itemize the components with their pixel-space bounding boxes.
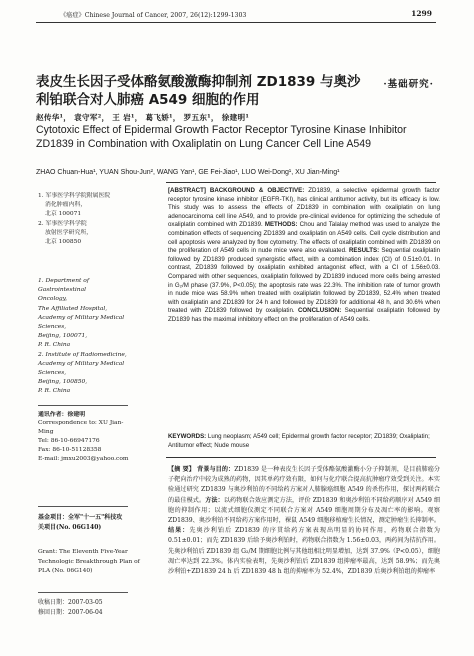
funding-line: 基金项目：全军"十一五"科技攻 [38,514,123,521]
affiliation-line: 北京 100071 [45,211,82,218]
keywords-english [168,433,440,450]
page-number: 1299 [411,9,432,18]
sidebar-divider [38,405,128,406]
affiliation-line: 2. 军事医学科学院 [38,220,87,227]
funding-line: PLA (No. 06G140) [38,568,93,575]
abstract-results: Sequential oxaliplatin followed by ZD1839 produced synergistic effect, with a combination index (CI) of 0.51±0.01. In contrast, ZD1839 followed by oxaliplatin exhibited antagonist effect, with a CI of 1.56±0.03. Compared with other sequences, oxaliplatin followed by ZD1839 induced more cells being arrested in G₂/M phase (37.9%, P<0.05); the apoptosis rate was 22.3%. The inhibition rate of tumor growth in nude mice was 58.9% when treated with oxaliplatin followed by ZD1839, 52.4% when treated with oxaliplatin and ZD1839 for 24 h and followed by ZD1839 for additional 48 h, and 30.6% when treated with ZD1839 followed by oxaliplatin. [168,247,440,315]
abstract-heading: [ABSTRACT] BACKGROUND & OBJECTIVE: [168,187,305,194]
funding-english [38,548,140,577]
funding-line: Grant: The Eleventh Five-Year [38,549,128,555]
funding-chinese [38,513,138,533]
affiliation-line: P. R. China [38,342,71,349]
abstract-zh-background: ZD1839 是一种表皮生长因子受体酪氨酸激酶小分子抑制剂，是目前肺癌分子靶向治疗中较为成熟的药物，因其单药疗效有限，如何与化疗联合提高抗肿瘤疗效受到关注。本实验通过研究 ZD1839 与奥沙利铂的不同给药方案对人肺腺癌细胞 A549 的杀伤作用，探讨两药联合的最佳模式。 [168,466,441,504]
affiliation-line: 1. Department of Gastrointestinal [38,278,89,294]
keywords-label: KEYWORDS: [168,433,207,440]
affiliations-english [38,277,130,397]
conclusion-label: CONCLUSION: [297,307,342,315]
sidebar-divider [38,592,128,593]
abstract-english [168,187,440,325]
affiliations-chinese [38,192,130,247]
methods-label: METHODS: [264,221,298,229]
abstract-chinese [168,465,440,577]
running-head: 《癌症》Chinese Journal of Cancer, 2007, 26(12):1299-1303 [60,12,247,19]
results-label-zh: 结果： [168,527,190,535]
correspondence-author-en: Correspondence to: XU Jian-Ming [38,420,124,436]
background-label-zh: 背景与目的： [194,466,235,473]
affiliation-line: 北京 100850 [45,239,82,246]
affiliation-line: Academy of Military Medical [38,314,125,321]
methods-label-zh: 方法： [205,496,224,504]
title-english: Cytotoxic Effect of Epidermal Growth Factor Receptor Tyrosine Kinase Inhibitor ZD1839 in Combination with Oxaliplatin on Lung Cancer Cell Line A549 [36,124,407,151]
abstract-top-rule [166,182,436,183]
correspondence-author-zh: 通讯作者：徐建明 [38,411,86,418]
correspondence-tel: Tel: 86-10-66947176 [38,438,100,445]
correspondence-fax: Fax: 86-10-51128358 [38,447,102,454]
dates-block [38,598,138,618]
correspondence-email: E-mail: jmxu2003@yahoo.com [38,456,129,463]
abstract-methods: Chou and Talalay method was used to analyze the combination effects of sequencing ZD1839 and oxaliplatin on A549 cells. Cell cycle distribution and cell apoptosis were analyzed by flow cytometry. The effects of oxaliplatin combined with ZD1839 on the proliferation of A549 cells in nude mice were also evaluated. [168,221,440,255]
abstract-background: ZD1839, a selective epidermal growth factor receptor tyrosine kinase inhibitor (EGFR-TKI), has clinical antitumor activity, but its efficacy is low. This study was to assess the effects of ZD1839 in combination with oxaliplatin on lung adenocarcinoma cell line A549, and to provide pre-clinical evidence for optimizing the schedule of oxaliplatin combined with ZD1839. [168,187,440,229]
abstract-divider-rule [166,457,436,458]
affiliation-line: Academy of Military Medical [38,360,125,367]
affiliation-line: Sciences, [38,324,67,331]
affiliation-line: 消化肿瘤内科， [45,202,87,209]
abstract-zh-label: 【摘 要】 [168,466,195,473]
revised-date: 修回日期：2007-06-04 [38,608,103,616]
affiliation-line: The Affiliated Hospital, [38,305,108,312]
affiliation-line: 2. Institute of Radiomedicine, [38,351,127,358]
affiliation-line: 放射医学研究所， [45,229,93,236]
authors-chinese: 赵传华¹， 袁守军²， 王 岩¹， 葛飞娇¹， 罗五东¹， 徐建明¹ [36,113,250,122]
header-rule [36,22,436,23]
affiliation-line: Beijing, 100071, [38,333,88,340]
title-chinese: 表皮生长因子受体酪氨酸激酶抑制剂 ZD1839 与奥沙利铂联合对人肺癌 A549 细胞的作用 [36,74,361,108]
affiliation-line: Sciences, [38,370,67,377]
abstract-conclusion: Sequential oxaliplatin followed by ZD1839 has the maximal inhibitory effect on the proliferation of A549 cells. [168,307,441,323]
received-date: 收稿日期：2007-03-05 [38,599,103,606]
sidebar-divider [38,506,128,507]
funding-line: 关项目(No. 06G140) [38,524,102,532]
affiliation-line: Beijing, 100850, [38,379,88,386]
abstract-zh-results: 先奥沙利铂后 ZD1839 的序贯给药方案表现出明显的协同作用，药物联合指数为 0.51±0.01；而先 ZD1839 后给予奥沙利铂时，药物联合指数为 1.56±0.03，两药间为拮抗作用。先奥沙利铂后 ZD1839 组 G₂/M 期细胞比例与其他组相比明显增加，达到 37.9%（P<0.05），细胞凋亡率达到 22.3%。体内实验表明，先奥沙利铂后 ZD1839 组抑瘤率最高，达到 58.9%；而先奥沙利铂+ZD1839 24 h 后 ZD1839 48 h 组的抑瘤率为 52.4%，ZD1839 后奥沙利铂组的抑瘤率 [168,527,440,576]
results-label: RESULTS: [348,247,380,255]
affiliation-line: Oncology, [38,296,68,303]
funding-line: Technologic Breakthrough Plan of [38,558,140,565]
correspondence-block [38,410,138,465]
abstract-zh-methods: 以药物联合效应测定方法，评价 ZD1839 和奥沙利铂不同给药顺序对 A549 细胞的抑制作用；以流式细胞仪测定不同联合方案对 A549 细胞周期分布及凋亡率的影响。观察 ZD1839、奥沙利铂不同给药方案作用时，裸鼠 A549 细胞移植瘤生长情况，测定肿瘤生长抑制率。 [168,496,441,525]
authors-english: ZHAO Chuan-Hua¹, YUAN Shou-Jun², WANG Yan¹, GE Fei-Jiao¹, LUO Wei-Dong¹, XU Jian-Ming¹ [36,169,340,176]
affiliation-line: P. R. China [38,388,71,395]
keywords-text: Lung neoplasm; A549 cell; Epidermal growth factor receptor; ZD1839; Oxaliplatin; Antitumor effect; Nude mouse [168,433,430,449]
column-label: ·基础研究· [383,79,434,90]
affiliation-line: 1. 军事医学科学院附属医院 [38,193,111,199]
